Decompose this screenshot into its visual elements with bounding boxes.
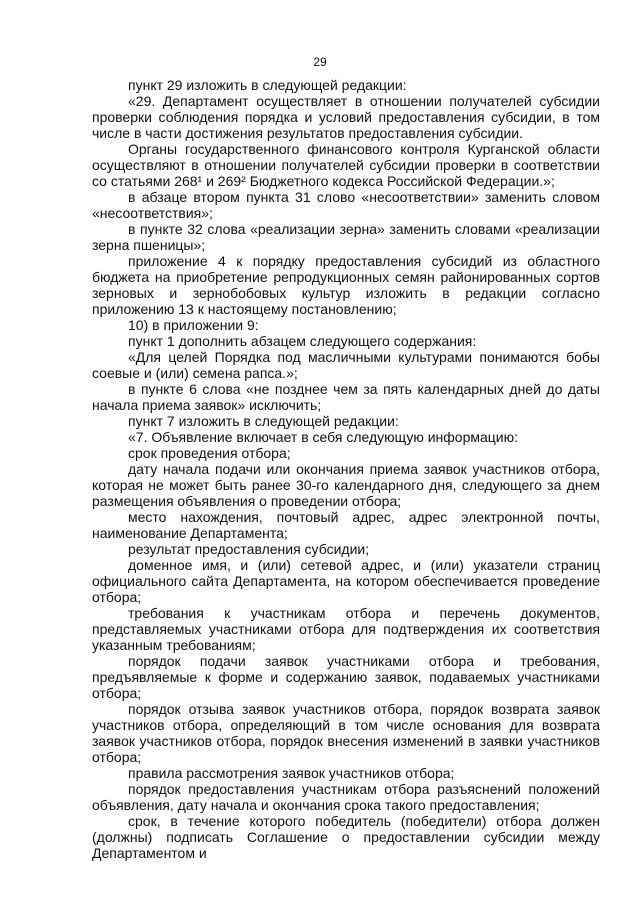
paragraph: место нахождения, почтовый адрес, адрес электронной почты, наименование Департамента; [92, 509, 600, 541]
paragraph: доменное имя, и (или) сетевой адрес, и (или) указатели страниц официального сайта Департамента, на котором обеспечивается проведение отбора; [92, 557, 600, 605]
paragraph: в пункте 32 слова «реализации зерна» заменить словами «реализации зерна пшеницы»; [92, 221, 600, 253]
paragraph: дату начала подачи или окончания приема заявок участников отбора, которая не может быть ранее 30-го календарного дня, следующего за днем размещения объявления о проведении отбора; [92, 461, 600, 509]
page-number: 29 [313, 55, 327, 69]
paragraph: требования к участникам отбора и перечень документов, представляемых участниками отбора для подтверждения их соответствия указанным требованиям; [92, 605, 600, 653]
paragraph: «29. Департамент осуществляет в отношении получателей субсидии проверки соблюдения порядка и условий предоставления субсидии, в том числе в части достижения результатов предоставления субсидии. [92, 93, 600, 141]
paragraph: «Для целей Порядка под масличными культурами понимаются бобы соевые и (или) семена рапса.»; [92, 349, 600, 381]
paragraph: пункт 7 изложить в следующей редакции: [128, 413, 399, 429]
paragraph: порядок отзыва заявок участников отбора, порядок возврата заявок участников отбора, определяющий в том числе основания для возврата заявок участников отбора, порядок внесения изменений в заявки участников отбора; [92, 701, 600, 765]
paragraph: срок проведения отбора; [128, 445, 291, 461]
paragraph: «7. Объявление включает в себя следующую информацию: [128, 429, 519, 445]
document-body [92, 77, 600, 861]
paragraph: правила рассмотрения заявок участников отбора; [128, 765, 455, 781]
paragraph: пункт 29 изложить в следующей редакции: [128, 77, 407, 93]
paragraph: пункт 1 дополнить абзацем следующего содержания: [128, 333, 477, 349]
paragraph: результат предоставления субсидии; [128, 541, 370, 557]
paragraph: порядок подачи заявок участниками отбора и требования, предъявляемые к форме и содержанию заявок, подаваемых участниками отбора; [92, 653, 600, 701]
paragraph: приложение 4 к порядку предоставления субсидий из областного бюджета на приобретение репродукционных семян районированных сортов зерновых и зернобобовых культур изложить в редакции согласно приложению 13 к настоящему постановлению; [92, 253, 600, 317]
paragraph: срок, в течение которого победитель (победители) отбора должен (должны) подписать Соглашение о предоставлении субсидии между Департаментом и [92, 813, 600, 861]
paragraph: 10) в приложении 9: [128, 317, 259, 333]
paragraph: в пункте 6 слова «не позднее чем за пять календарных дней до даты начала приема заявок» исключить; [92, 381, 600, 413]
paragraph: в абзаце втором пункта 31 слово «несоответствии» заменить словом «несоответствия»; [92, 189, 600, 221]
paragraph: Органы государственного финансового контроля Курганской области осуществляют в отношении получателей субсидии проверки в соответствии со статьями 268¹ и 269² Бюджетного кодекса Российской Федерации.»; [92, 141, 600, 189]
paragraph: порядок предоставления участникам отбора разъяснений положений объявления, дату начала и окончания срока такого предоставления; [92, 781, 600, 813]
